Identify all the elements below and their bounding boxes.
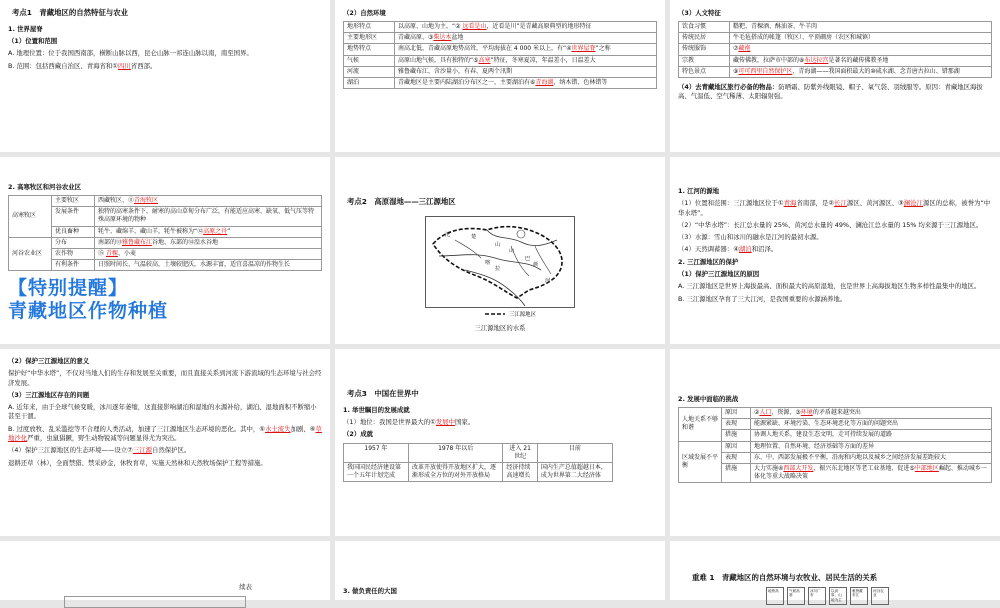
continued-table-edge (64, 596, 246, 608)
group-label: 高寒牧区 (9, 196, 52, 237)
table-cell: 经济持续高速增长 (503, 462, 537, 481)
diagram-box: 冰川广布 (808, 587, 826, 605)
group-label: 区域发展不平衡 (679, 441, 722, 482)
slide-heading: 2. 高寒牧区和河谷农业区 (8, 183, 82, 191)
table-cell: ⑦藏袍 (730, 44, 992, 55)
slide-4 (0, 157, 330, 344)
diagram-box: 以高原、山地为主 (829, 587, 847, 605)
paragraph-problem-a: A. 近年来，由于全球气候变暖，冰川逐年萎缩，这直接影响湖泊和湿地的水源补给，湖泊、湿地面积不断缩小甚至干涸。 (8, 403, 317, 421)
row-label: 表现 (722, 419, 751, 430)
table-cell: ⑮ 青稞、小麦 (95, 248, 322, 259)
table-cell: 西藏牧区、⑪青海牧区 (95, 196, 322, 207)
table-cell: 南部的⑬雅鲁藏布江谷地、东部的⑭湟水谷地 (95, 237, 322, 248)
slide-9 (670, 349, 1000, 536)
table-cell: 藏传佛教，拉萨市中部的⑧布达拉宫是著名的藏传佛教圣地 (730, 55, 992, 66)
paragraph-significance: 保护好“中华水塔”，不仅对当地人们的生存和发展至关重要，而且直接关系到河流下游流域的生态环境与社会经济发展。 (8, 369, 322, 387)
diagram-box: 地势高 (766, 587, 784, 605)
table-row (344, 66, 657, 77)
slide-7 (0, 349, 330, 536)
table-cell: ②人口、资源、③环境的矛盾越来越突出 (751, 408, 992, 419)
diagram-box: 雅鲁藏布江 (850, 587, 868, 605)
map-legend (425, 310, 575, 318)
slide-5 (335, 157, 665, 344)
table-cell: 改革开放使得开放地区扩大，逐渐形成全方位的对外开放格局 (408, 462, 502, 481)
column-header: 目前 (537, 443, 612, 462)
subsection-title: （1）位置和范围 (8, 37, 58, 46)
slide-2 (335, 0, 665, 152)
row-label: 发展条件 (52, 207, 95, 226)
answer-highlight: 四川 (118, 61, 131, 70)
paragraph-status: （1）地位：我国是世界最大的①发展中国家。 (343, 418, 475, 427)
table-row (679, 22, 992, 33)
map-label: 河 (545, 277, 551, 284)
paragraph-location: （1）位置和范围：三江源地区位于①青海省南部，是②长江源区、黄河源区、③澜沧江源区的总称，被誉为“中华水塔”。 (678, 199, 991, 217)
section-title: 3. 做负责任的大国 (343, 587, 397, 595)
relation-diagram (766, 587, 889, 605)
table-row (9, 207, 322, 226)
slide-6 (670, 157, 1000, 344)
slide-heading: 考点1 青藏地区的自然特征与农业 (12, 8, 129, 17)
sanjiangyuan-river-map (425, 216, 575, 308)
slide-10 (0, 541, 330, 600)
diagram-box: 河谷农业 (871, 587, 889, 605)
map-label: 喀 (485, 259, 491, 266)
table-row (344, 33, 657, 44)
table-cell: 我国国民经济建设第一个五年计划完成 (344, 462, 409, 481)
slide-11 (335, 541, 665, 600)
map-caption: 三江源地区的水系 (474, 323, 526, 332)
table-row (679, 66, 992, 77)
group-label: 人地关系不够和谐 (679, 408, 722, 441)
table-row (679, 463, 992, 482)
table-row (344, 44, 657, 55)
row-label: 农作物 (52, 248, 95, 259)
subsection-title: （2）保护三江源地区的意义 (8, 357, 90, 365)
table-cell: 南高北低，青藏高原地势高耸，平均海拔在 4 000 米以上，有“④世界屋脊”之称 (395, 44, 657, 55)
table-row (679, 55, 992, 66)
table-cell: 日照时间长、气温较高，土壤较肥沃，水源丰富，适宜喜温凉的作物生长 (95, 259, 322, 270)
section-title: 2. 发展中面临的挑战 (678, 395, 739, 403)
row-label: 宗教 (679, 55, 730, 66)
table-row (344, 55, 657, 66)
column-header: 1957 年 (344, 443, 409, 462)
paragraph-reason-b: B. 三江源地区孕育了三大江河，是我国重要的水源涵养地。 (678, 294, 847, 303)
paragraph-water-tower: （2）“中华水塔”：长江总水量的 25%、黄河总水量的 49%、澜沧江总水量的 15% 均来源于三江源地区。 (678, 220, 983, 229)
table-cell: 国内生产总值超越日本，成为世界第二大经济体 (537, 462, 612, 481)
map-label: 山 (495, 241, 501, 248)
special-reminder-title: 【特别提醒】 (8, 276, 129, 299)
row-label: 表现 (722, 452, 751, 463)
row-label: 传统民居 (679, 33, 730, 44)
table-row (679, 452, 992, 463)
challenges-table (678, 407, 992, 483)
slide-heading: 重难 1 青藏地区的自然环境与农牧业、居民生活的关系 (692, 573, 878, 582)
special-reminder-subtitle: 青藏地区作物种植 (8, 300, 169, 323)
map-label: 拉 (495, 265, 501, 272)
section-title: 1. 举世瞩目的发展成就 (343, 405, 410, 414)
table-row (679, 419, 992, 430)
column-header: 1978 年以后 (408, 443, 502, 462)
slide-heading: （2）自然环境 (343, 9, 386, 17)
paragraph-range: B. 范围：包括西藏自治区、青海省和①四川省西部。 (8, 61, 157, 70)
row-label: 原因 (722, 441, 751, 452)
section-title: 2. 三江源地区的保护 (678, 257, 739, 266)
table-row (9, 237, 322, 248)
row-label: 主要地形区 (344, 33, 395, 44)
table-cell: 地理位置、自然环境、经济基础等方面的差异 (751, 441, 992, 452)
table-row (679, 44, 992, 55)
table-cell: 东、中、西部发展极不平衡，沿海和内地以及城乡之间经济发展差距较大 (751, 452, 992, 463)
section-title: 1. 世界屋脊 (8, 24, 43, 33)
row-label: 特色景点 (679, 66, 730, 77)
row-label: 传统服饰 (679, 44, 730, 55)
table-cell: 牛毛毡搭成的帐篷（牧区）、平顶碉房（农区和城镇） (730, 33, 992, 44)
row-label: 地势特点 (344, 44, 395, 55)
table-cell: 高原山地气候，具有独特的“⑤高寒”特征，冬寒夏凉，年温差小，日温差大 (395, 55, 657, 66)
table-row (9, 248, 322, 259)
table-cell: 协调人地关系，建设生态文明，走可持续发展的道路 (751, 430, 992, 441)
row-label: 有利条件 (52, 259, 95, 270)
map-label: 山 (509, 247, 515, 254)
table-row (9, 259, 322, 270)
paragraph-regulator: （4）天然调蓄器：④湖泊和沼泽。 (678, 245, 778, 254)
row-label: 优良畜种 (52, 226, 95, 237)
travel-note: （4）去青藏地区旅行必备的物品：防晒霜、防紫外线眼镜、帽子、氧气袋、羽绒服等。原因：青藏地区海拔高、气温低、空气稀薄、太阳辐射强。 (678, 82, 983, 101)
natural-environment-table (343, 21, 657, 89)
slide-12 (670, 541, 1000, 600)
table-cell: 牦牛、藏绵羊、藏山羊，牦牛被称为“⑫高原之舟” (95, 226, 322, 237)
paragraph-protection: （4）保护三江源地区的生态环境——设立⑦三江源自然保护区。 (8, 446, 191, 455)
table-row (679, 408, 992, 419)
continued-table-label: 续表 (239, 583, 252, 591)
table-cell: 独特的高寒条件下，耐寒的高山草甸分布广泛，有能适应高寒、缺氧、低气压等特殊高原环境的物种 (95, 207, 322, 226)
row-label: 措施 (722, 463, 751, 482)
table-row (344, 77, 657, 88)
subsection-title: （2）成就 (343, 430, 374, 439)
table-row (9, 226, 322, 237)
table-row (679, 430, 992, 441)
paragraph-reason-a: A. 三江源地区是世界上海拔最高、面积最大的高原湿地，也是世界上高海拔地区生物多样性最集中的地区。 (678, 282, 981, 291)
legend-label: 三江源地区 (509, 311, 536, 318)
table-row (344, 22, 657, 33)
row-label: 分布 (52, 237, 95, 248)
row-label: 措施 (722, 430, 751, 441)
table-row (679, 33, 992, 44)
table-cell: 能源紧缺、环境污染、生态环境恶化等方面的问题突出 (751, 419, 992, 430)
table-cell: 青藏高原、③柴达木盆地 (395, 33, 657, 44)
slide-heading: 考点2 高原湿地——三江源地区 (347, 197, 456, 206)
achievements-table (343, 443, 613, 482)
row-label: 主要牧区 (52, 196, 95, 207)
row-label: 河流 (344, 66, 395, 77)
subsection-title: （3）三江源地区存在的问题 (8, 390, 90, 399)
paragraph-problem-b: B. 过度放牧、乱采滥挖等不合理的人类活动，加速了三江源地区生态环境的恶化。其中，⑤水土流失加剧、⑥草地沙化严重，虫鼠猖獗，野生动物锐减等问题显得尤为突出。 (8, 424, 322, 442)
table-row (679, 441, 992, 452)
table-cell: 糌粑、青稞酒、酥油茶、牛羊肉 (730, 22, 992, 33)
slide-3 (670, 0, 1000, 152)
column-header: 进入 21 世纪 (503, 443, 537, 462)
map-label: 沱 (445, 231, 451, 238)
row-label: 气候 (344, 55, 395, 66)
table-cell: 大力实施④西部大开发、振兴东北地区等老工业基地、促进⑤中部地区崛起、推动城乡一体化等重大战略决策 (751, 463, 992, 482)
table-cell: 以高原、山地为主，“② 远看是山，近看是川”是青藏高原典型的地形特征 (395, 22, 657, 33)
row-label: 原因 (722, 408, 751, 419)
slide-1 (0, 0, 330, 152)
row-label: 湖泊 (344, 77, 395, 88)
table-cell: 青藏地区是主要内陆湖泊分布区之一，主要湖泊有⑥青海湖，纳木错、色林错等 (395, 77, 657, 88)
table-cell: ⑨可可西里自然保护区、青海湖——我国面积最大的⑩咸水湖、念青唐古拉山、错那湖 (730, 66, 992, 77)
table-row (9, 196, 322, 207)
pastoral-agricultural-table (8, 195, 322, 271)
group-label: 河谷农业区 (9, 237, 52, 270)
slide-8 (335, 349, 665, 536)
table-cell: 雅鲁藏布江，含沙量小，有春、夏两个汛期 (395, 66, 657, 77)
paragraph-water-source: （3）水源：雪山和冰川的融水是江河的最初水源。 (678, 233, 823, 242)
section-title: 1. 江河的源地 (678, 187, 720, 195)
map-label: 楚 (471, 233, 477, 240)
row-label: 地形特点 (344, 22, 395, 33)
row-label: 饮食习惯 (679, 22, 730, 33)
diagram-box: 气候高寒 (787, 587, 805, 605)
paragraph-measures: 退耕还草（林），全面禁猎、禁采砂金，休牧育草，实施天然林和天然牧场保护工程等措施。 (8, 458, 267, 467)
paragraph-location: A. 地理位置：位于我国西南部，横断山脉以西，昆仑山脉一祁连山脉以南，南至国界。 (8, 49, 253, 58)
subsection-title: （1）保护三江源地区的原因 (678, 269, 760, 278)
map-label: 巴 (525, 255, 531, 262)
slide-heading: 考点3 中国在世界中 (347, 389, 419, 398)
human-features-table (678, 21, 992, 77)
slide-heading: （3）人文特征 (678, 9, 721, 17)
map-label: 颜 (533, 261, 539, 268)
